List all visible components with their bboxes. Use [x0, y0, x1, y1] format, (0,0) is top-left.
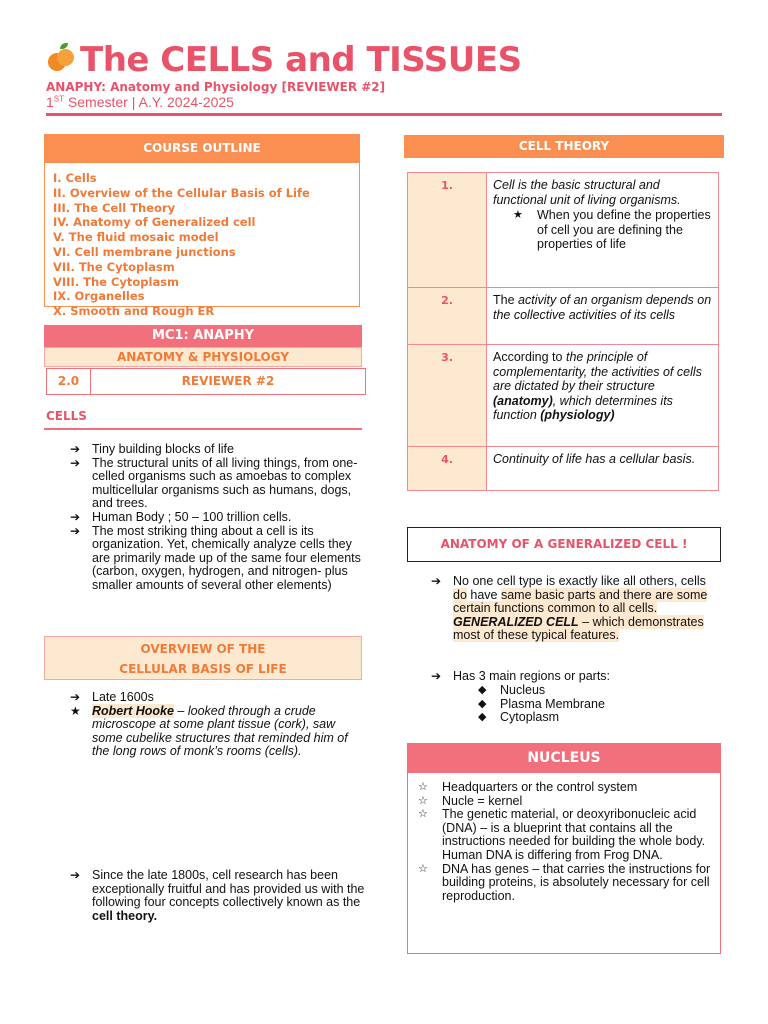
- arrow-bullet-icon: ➔: [431, 574, 442, 588]
- star-outline-bullet-icon: ☆: [418, 862, 428, 875]
- diamond-bullet-icon: ◆: [478, 684, 487, 696]
- course-outline-heading: COURSE OUTLINE: [44, 134, 360, 162]
- generalized-regions: [427, 670, 721, 684]
- outline-item: VII. The Cytoplasm: [53, 259, 175, 274]
- cells-list: [66, 443, 366, 593]
- table-row: 4. Continuity of life has a cellular basis.: [408, 447, 719, 491]
- outline-item: X. Smooth and Rough ER: [53, 304, 215, 319]
- arrow-bullet-icon: ➔: [70, 442, 81, 456]
- diamond-bullet-icon: ◆: [478, 711, 487, 724]
- list-item: ◆ Plasma Membrane: [478, 696, 605, 711]
- cells-divider: [44, 428, 362, 430]
- list-item: ☆ Headquarters or the control system: [418, 780, 638, 794]
- row-number: 4.: [408, 447, 487, 491]
- table-row: 2. The activity of an organism depends on the collective activities of its cells: [408, 288, 719, 345]
- nucleus-list: [416, 781, 714, 903]
- list-item: ➔ Has 3 main regions or parts:: [431, 669, 611, 683]
- list-item: ➔ Tiny building blocks of life: [70, 442, 234, 456]
- regions-list: [408, 684, 768, 725]
- course-code: MC1: ANAPHY: [44, 325, 362, 347]
- outline-item: VIII. The Cytoplasm: [53, 274, 180, 289]
- list-item: ➔ Since the late 1800s, cell research has been exceptionally fruitful and has provided us with the following four concepts collectively known as the cell theory.: [70, 868, 365, 923]
- outline-item: V. The fluid mosaic model: [53, 230, 219, 245]
- nucleus-box: [407, 773, 721, 954]
- list-item: ☆ DNA has genes – that carries the instructions for building proteins, is absolutely necessary for cell reproduction.: [418, 861, 711, 903]
- row-number: 1.: [408, 173, 487, 288]
- star-outline-bullet-icon: ☆: [418, 808, 428, 821]
- arrow-bullet-icon: ➔: [431, 669, 442, 683]
- table-row: 3. According to the principle of complementarity, the activities of cells are dictated by their structure (anatomy), which determines its function (physiology): [408, 345, 719, 447]
- page-title-text: The CELLS and TISSUES: [80, 40, 522, 80]
- arrow-bullet-icon: ➔: [70, 868, 81, 882]
- arrow-bullet-icon: ➔: [70, 455, 81, 470]
- header-divider: [46, 113, 722, 116]
- page-subtitle: ANAPHY: Anatomy and Physiology [REVIEWER #2]: [46, 80, 386, 94]
- arrow-bullet-icon: ➔: [70, 509, 81, 524]
- list-item: ☆ The genetic material, or deoxyribonucleic acid (DNA) – is a blueprint that contains all the instructions needed for building the whole body. Human DNA is differing from Frog DNA.: [418, 807, 706, 862]
- outline-item: II. Overview of the Cellular Basis of Life: [53, 185, 310, 200]
- list-item: ◆ Cytoplasm: [478, 710, 560, 725]
- outline-item: IV. Anatomy of Generalized cell: [53, 215, 256, 230]
- overview-list-2: [66, 869, 366, 923]
- list-item: ◆ Nucleus: [478, 683, 546, 697]
- list-item: ☆ Nucle = kernel: [418, 793, 523, 808]
- table-row: 1. Cell is the basic structural and functional unit of living organisms. ★ When you define the properties of cell you are defining the properties of life: [408, 173, 719, 288]
- semester-line: 1ST Semester | A.Y. 2024-2025: [46, 94, 234, 110]
- list-item: ➔ The most striking thing about a cell is its organization. Yet, chemically analyze cells they are primarily made up of the same four elements (carbon, oxygen, hydrogen, and nitrogen- plus smaller amounts of several other elements): [70, 523, 361, 592]
- star-bullet-icon: ★: [513, 209, 523, 221]
- outline-item: III. The Cell Theory: [53, 200, 176, 215]
- cell-theory-heading: CELL THEORY: [404, 135, 724, 158]
- list-item: ➔ Late 1600s: [70, 690, 154, 704]
- outline-item: IX. Organelles: [53, 289, 145, 304]
- list-item: ➔ The structural units of all living things, from one-celled organisms such as amoebas to complex multicellular organisms such as humans, dogs, and trees.: [70, 455, 358, 511]
- list-item: ➔ Human Body ; 50 – 100 trillion cells.: [70, 509, 292, 524]
- course-name: ANATOMY & PHYSIOLOGY: [44, 347, 362, 367]
- nucleus-heading: NUCLEUS: [407, 743, 721, 773]
- page-title: [46, 40, 522, 80]
- list-item: ★ Robert Hooke – looked through a crude microscope at some plant tissue (cork), saw some cubelike structures that reminded him of the long rows of monk’s rooms (cells).: [70, 703, 348, 759]
- cell-theory-table: [407, 172, 719, 491]
- generalized-cell-heading: ANATOMY OF A GENERALIZED CELL !: [407, 527, 721, 562]
- star-outline-bullet-icon: ☆: [418, 781, 428, 793]
- reviewer-label: REVIEWER #2: [181, 374, 275, 388]
- cells-heading: CELLS: [46, 409, 87, 423]
- course-outline-list: [44, 162, 360, 319]
- outline-item: VI. Cell membrane junctions: [53, 244, 236, 259]
- arrow-bullet-icon: ➔: [70, 690, 81, 704]
- version-number: 2.0: [47, 369, 91, 394]
- overview-heading: OVERVIEW OF THE CELLULAR BASIS OF LIFE: [44, 636, 362, 680]
- generalized-list: [427, 575, 721, 643]
- star-bullet-icon: ★: [70, 703, 81, 718]
- tangerine-icon: [46, 43, 76, 73]
- outline-item: I. Cells: [53, 171, 97, 185]
- diamond-bullet-icon: ◆: [478, 697, 487, 710]
- row-number: 3.: [408, 345, 487, 447]
- arrow-bullet-icon: ➔: [70, 523, 81, 538]
- reviewer-row: [46, 368, 366, 395]
- list-item: ➔ No one cell type is exactly like all others, cells do have same basic parts and there are some certain functions common to all cells. GENERALIZED CELL – which demonstrates most of these typical features.: [431, 574, 708, 643]
- overview-list: [66, 691, 366, 759]
- star-outline-bullet-icon: ☆: [418, 794, 428, 807]
- row-number: 2.: [408, 288, 487, 345]
